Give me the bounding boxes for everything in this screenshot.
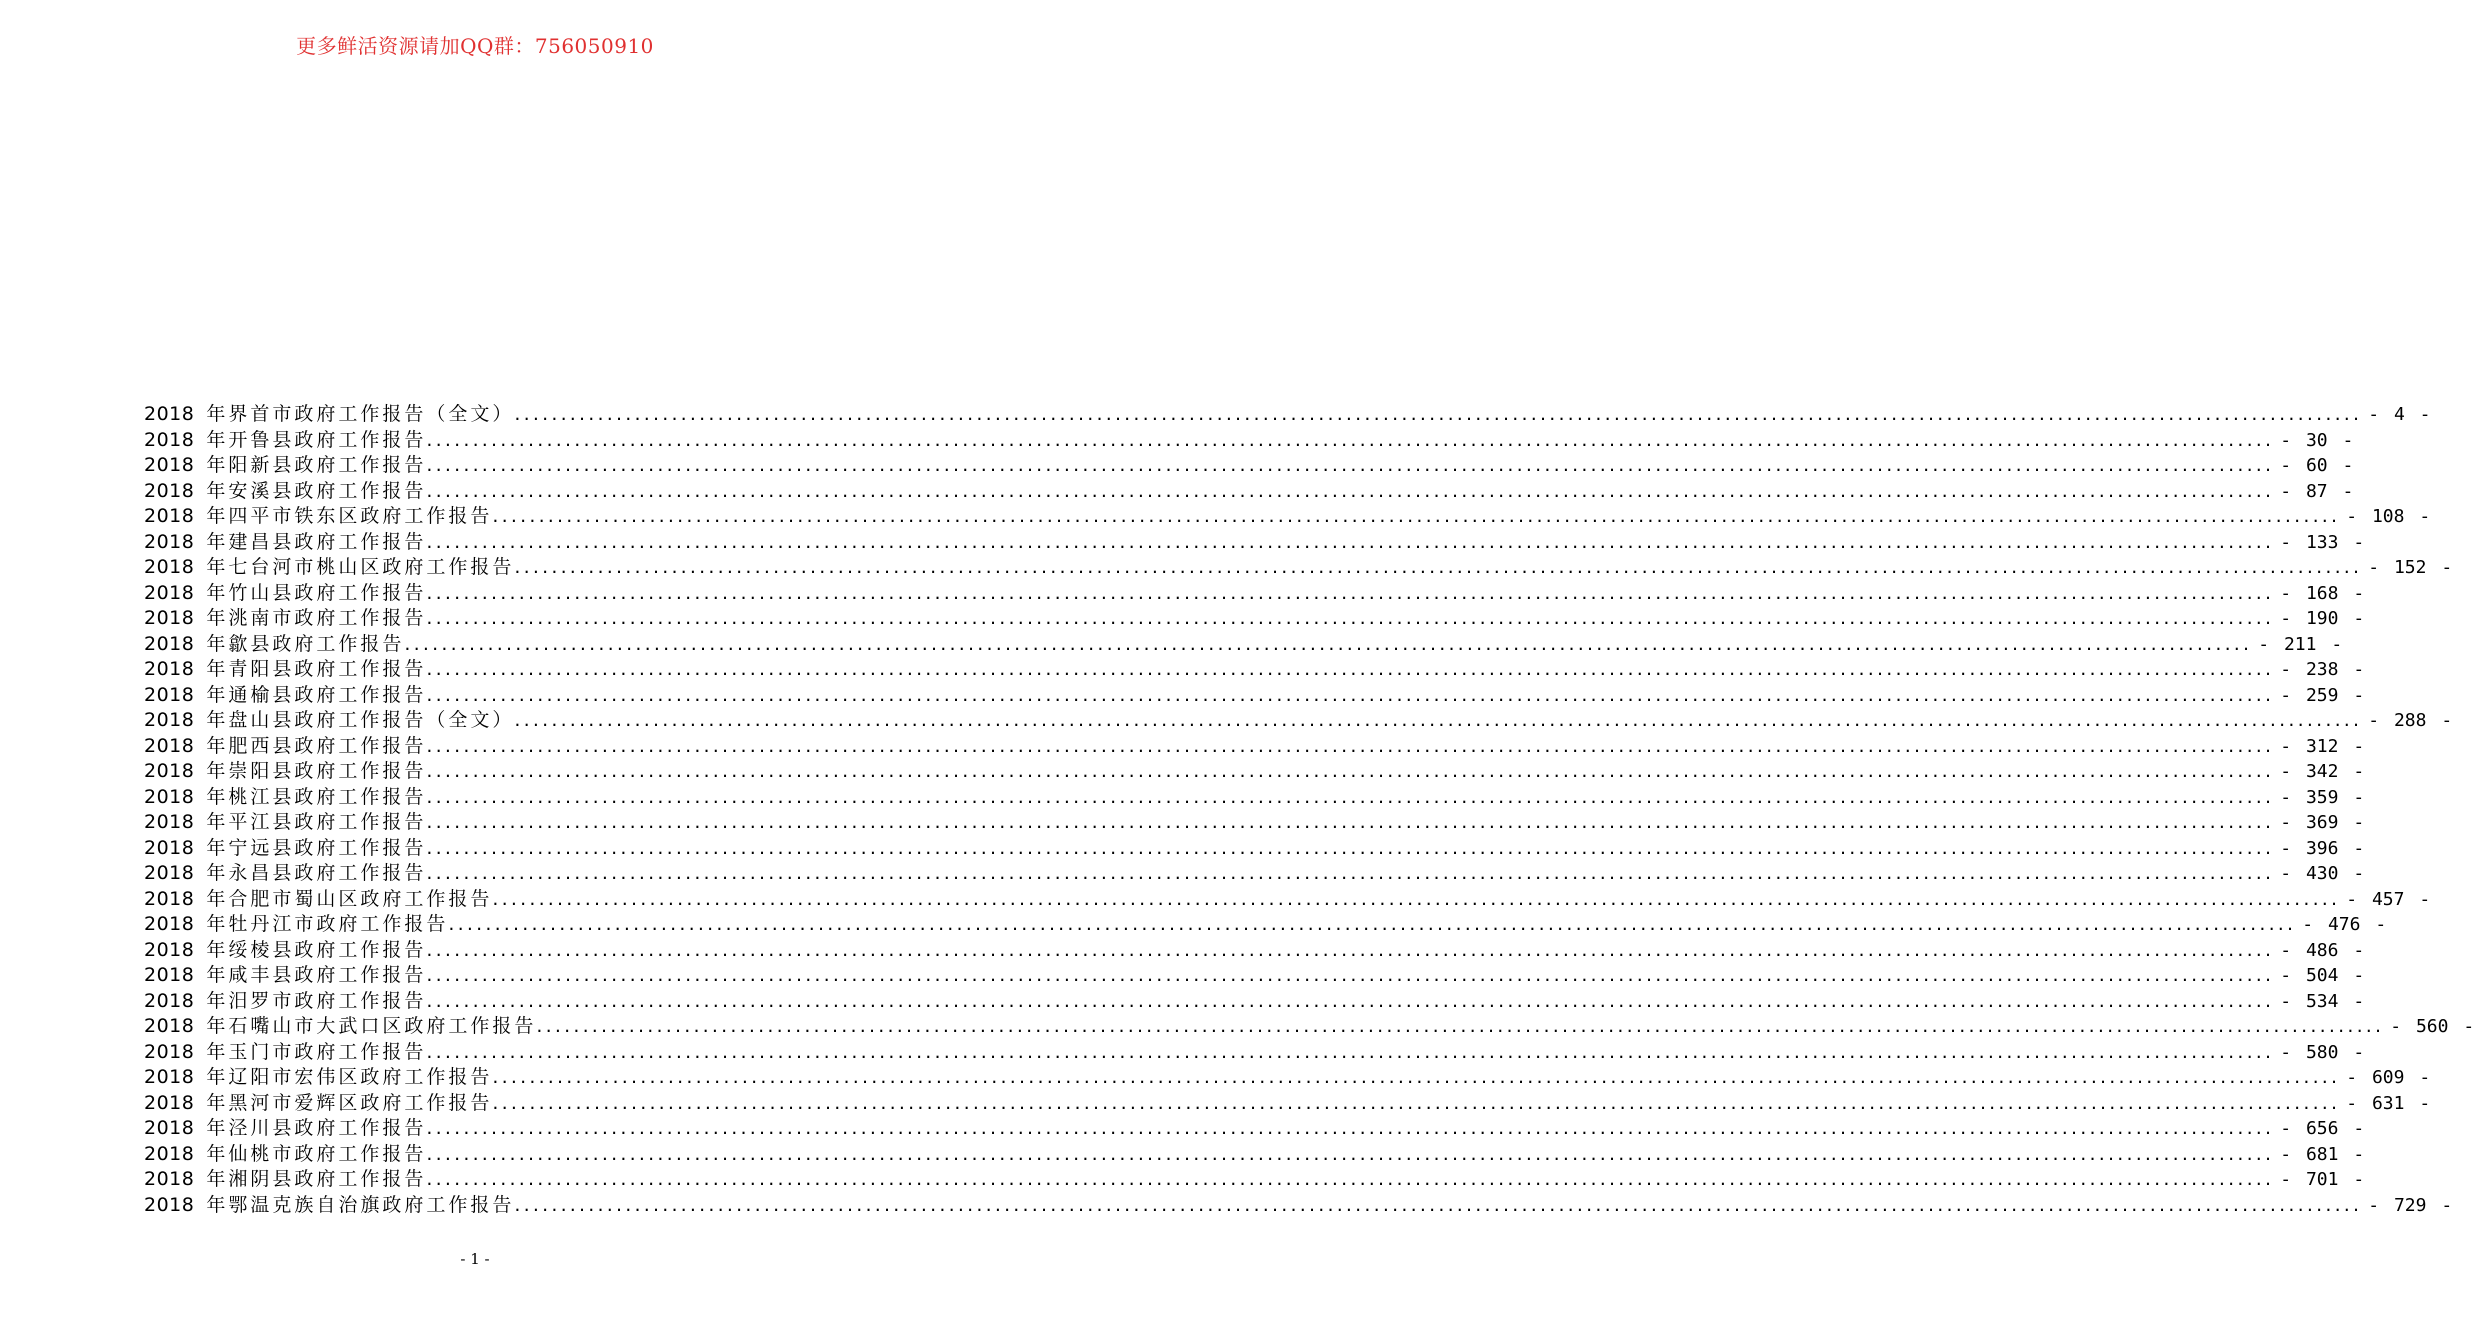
toc-entry-year: 2018 (144, 887, 195, 910)
toc-entry-year: 2018 (144, 913, 195, 935)
qq-group-banner: 更多鲜活资源请加QQ群：756050910 (296, 34, 654, 58)
toc-entry-leader-dots: ........................................................................................................................................................................................................ (426, 964, 2275, 986)
toc-entry-title: 年肥西县政府工作报告 (206, 734, 427, 757)
toc-entry-title: 年玉门市政府工作报告 (206, 1040, 427, 1063)
toc-entry-leader-dots: ........................................................................................................................................................................................................ (492, 505, 2341, 527)
toc-entry[interactable] (144, 428, 2354, 454)
toc-entry-year: 2018 (144, 1193, 195, 1216)
toc-entry-leader-dots: ........................................................................................................................................................................................................ (492, 887, 2341, 910)
toc-entry-page: - 486 - (2280, 939, 2365, 961)
toc-entry-leader-dots: ........................................................................................................................................................................................................ (426, 479, 2275, 502)
toc-entry-title: 年青阳县政府工作报告 (206, 658, 427, 680)
toc-entry-leader-dots: ........................................................................................................................................................................................................ (514, 556, 2363, 578)
toc-entry-page: - 359 - (2280, 786, 2365, 808)
toc-entry-leader-dots: ........................................................................................................................................................................................................ (514, 709, 2363, 731)
toc-entry-page: - 133 - (2280, 531, 2365, 553)
toc-entry-leader-dots: ........................................................................................................................................................................................................ (426, 428, 2275, 451)
toc-entry-title: 年合肥市蜀山区政府工作报告 (206, 887, 493, 910)
toc-entry-leader-dots: ........................................................................................................................................................................................................ (426, 1142, 2275, 1165)
toc-entry-leader-dots: ........................................................................................................................................................................................................ (426, 760, 2275, 782)
toc-entry-year: 2018 (144, 760, 195, 782)
toc-entry-page: - 656 - (2280, 1118, 2365, 1139)
toc-entry-year: 2018 (144, 632, 195, 655)
toc-entry-leader-dots: ........................................................................................................................................................................................................ (448, 913, 2297, 935)
toc-entry-title: 年黑河市爱辉区政府工作报告 (206, 1091, 493, 1114)
toc-entry[interactable] (144, 555, 2453, 581)
toc-entry-title: 年鄂温克族自治旗政府工作报告 (206, 1193, 515, 1216)
toc-entry-leader-dots: ........................................................................................................................................................................................................ (426, 607, 2275, 629)
toc-entry-year: 2018 (144, 862, 195, 884)
toc-entry[interactable] (144, 1091, 2431, 1117)
toc-entry-title: 年洮南市政府工作报告 (206, 607, 427, 629)
toc-entry[interactable] (144, 683, 2365, 709)
toc-entry[interactable] (144, 1014, 2474, 1040)
toc-entry-title: 年辽阳市宏伟区政府工作报告 (206, 1066, 493, 1088)
toc-entry-page: - 4 - (2368, 404, 2431, 425)
toc-entry-title: 年石嘴山市大武口区政府工作报告 (206, 1015, 537, 1037)
toc-entry[interactable] (144, 530, 2365, 556)
toc-entry-title: 年歙县政府工作报告 (206, 632, 405, 655)
toc-entry-leader-dots: ........................................................................................................................................................................................................ (426, 1040, 2275, 1063)
toc-entry-page: - 504 - (2280, 965, 2365, 986)
toc-entry-title: 年牡丹江市政府工作报告 (206, 913, 449, 935)
toc-entry-leader-dots: ........................................................................................................................................................................................................ (426, 683, 2275, 706)
toc-entry-leader-dots: ........................................................................................................................................................................................................ (426, 862, 2275, 884)
toc-entry-year: 2018 (144, 454, 195, 476)
toc-entry-year: 2018 (144, 581, 195, 604)
toc-entry-title: 年竹山县政府工作报告 (206, 581, 427, 604)
toc-entry-year: 2018 (144, 607, 195, 629)
toc-entry-title: 年通榆县政府工作报告 (206, 683, 427, 706)
toc-entry[interactable] (144, 785, 2365, 811)
toc-entry[interactable] (144, 734, 2365, 760)
toc-entry-title: 年宁远县政府工作报告 (206, 836, 427, 859)
toc-entry-leader-dots: ........................................................................................................................................................................................................ (536, 1015, 2385, 1037)
toc-entry-title: 年建昌县政府工作报告 (206, 530, 427, 553)
toc-entry-page: - 631 - (2346, 1092, 2431, 1114)
toc-entry-page: - 609 - (2346, 1067, 2431, 1088)
toc-entry[interactable] (144, 938, 2365, 964)
toc-entry-leader-dots: ........................................................................................................................................................................................................ (426, 530, 2275, 553)
toc-entry-page: - 396 - (2280, 837, 2365, 859)
toc-entry-leader-dots: ........................................................................................................................................................................................................ (426, 938, 2275, 961)
toc-entry-leader-dots: ........................................................................................................................................................................................................ (492, 1066, 2341, 1088)
toc-entry-title: 年安溪县政府工作报告 (206, 479, 427, 502)
toc-entry-year: 2018 (144, 479, 195, 502)
toc-entry[interactable] (144, 1065, 2431, 1091)
toc-entry[interactable] (144, 759, 2365, 785)
toc-entry-leader-dots: ........................................................................................................................................................................................................ (426, 1117, 2275, 1139)
toc-entry-title: 年七台河市桃山区政府工作报告 (206, 556, 515, 578)
toc-entry-title: 年四平市铁东区政府工作报告 (206, 505, 493, 527)
toc-entry[interactable] (144, 453, 2354, 479)
toc-entry-year: 2018 (144, 1168, 195, 1190)
toc-entry-page: - 560 - (2390, 1016, 2474, 1037)
toc-entry-title: 年汨罗市政府工作报告 (206, 989, 427, 1012)
toc-entry-year: 2018 (144, 1117, 195, 1139)
toc-entry-page: - 211 - (2258, 633, 2343, 655)
toc-entry[interactable] (144, 657, 2365, 683)
toc-entry-leader-dots: ........................................................................................................................................................................................................ (514, 403, 2363, 425)
toc-entry-page: - 190 - (2280, 608, 2365, 629)
toc-entry-title: 年泾川县政府工作报告 (206, 1117, 427, 1139)
toc-entry-title: 年盘山县政府工作报告（全文） (206, 709, 515, 731)
toc-entry[interactable] (144, 989, 2365, 1015)
toc-entry-page: - 476 - (2302, 914, 2387, 935)
toc-entry-page: - 681 - (2280, 1143, 2365, 1165)
toc-entry-year: 2018 (144, 658, 195, 680)
toc-entry-leader-dots: ........................................................................................................................................................................................................ (426, 454, 2275, 476)
toc-entry-year: 2018 (144, 938, 195, 961)
toc-entry-title: 年开鲁县政府工作报告 (206, 428, 427, 451)
toc-entry[interactable] (144, 606, 2365, 632)
toc-entry-page: - 87 - (2280, 480, 2354, 502)
toc-entry[interactable] (144, 632, 2343, 658)
toc-entry-year: 2018 (144, 836, 195, 859)
toc-entry-year: 2018 (144, 530, 195, 553)
toc-entry-year: 2018 (144, 428, 195, 451)
toc-entry-title: 年永昌县政府工作报告 (206, 862, 427, 884)
toc-entry-page: - 729 - (2368, 1194, 2453, 1216)
toc-entry-title: 年桃江县政府工作报告 (206, 785, 427, 808)
toc-entry-page: - 430 - (2280, 863, 2365, 884)
toc-entry-year: 2018 (144, 1066, 195, 1088)
toc-entry-year: 2018 (144, 1091, 195, 1114)
toc-entry-page: - 312 - (2280, 735, 2365, 757)
toc-entry-title: 年平江县政府工作报告 (206, 811, 427, 833)
toc-entry-title: 年咸丰县政府工作报告 (206, 964, 427, 986)
toc-entry-leader-dots: ........................................................................................................................................................................................................ (426, 734, 2275, 757)
toc-entry-page: - 60 - (2280, 455, 2354, 476)
toc-entry-page: - 152 - (2368, 557, 2453, 578)
toc-entry-page: - 168 - (2280, 582, 2365, 604)
toc-entry-year: 2018 (144, 556, 195, 578)
toc-entry[interactable] (144, 1116, 2365, 1142)
toc-entry[interactable] (144, 504, 2431, 530)
toc-entry-page: - 701 - (2280, 1169, 2365, 1190)
toc-entry-leader-dots: ........................................................................................................................................................................................................ (426, 811, 2275, 833)
toc-entry-year: 2018 (144, 785, 195, 808)
toc-entry-leader-dots: ........................................................................................................................................................................................................ (426, 581, 2275, 604)
toc-entry-leader-dots: ........................................................................................................................................................................................................ (404, 632, 2253, 655)
toc-entry-year: 2018 (144, 709, 195, 731)
toc-entry-page: - 580 - (2280, 1041, 2365, 1063)
toc-entry[interactable] (144, 708, 2453, 734)
toc-entry-year: 2018 (144, 1142, 195, 1165)
toc-entry-page: - 369 - (2280, 812, 2365, 833)
toc-entry-page: - 288 - (2368, 710, 2453, 731)
toc-entry-title: 年阳新县政府工作报告 (206, 454, 427, 476)
toc-entry-page: - 342 - (2280, 761, 2365, 782)
toc-entry-leader-dots: ........................................................................................................................................................................................................ (426, 658, 2275, 680)
toc-entry[interactable] (144, 887, 2431, 913)
toc-entry-leader-dots: ........................................................................................................................................................................................................ (426, 785, 2275, 808)
toc-entry[interactable] (144, 810, 2365, 836)
toc-entry-year: 2018 (144, 989, 195, 1012)
toc-entry[interactable] (144, 1040, 2365, 1066)
toc-entry[interactable] (144, 479, 2354, 505)
toc-entry[interactable] (144, 1193, 2453, 1219)
toc-entry-page: - 238 - (2280, 659, 2365, 680)
toc-entry[interactable] (144, 402, 2431, 428)
toc-entry[interactable] (144, 1167, 2365, 1193)
toc-entry-title: 年崇阳县政府工作报告 (206, 760, 427, 782)
toc-entry[interactable] (144, 912, 2387, 938)
toc-entry-year: 2018 (144, 1015, 195, 1037)
table-of-contents (144, 402, 2474, 1218)
toc-entry-year: 2018 (144, 403, 195, 425)
toc-entry[interactable] (144, 1142, 2365, 1168)
toc-entry-year: 2018 (144, 964, 195, 986)
toc-entry[interactable] (144, 963, 2365, 989)
toc-entry-year: 2018 (144, 1040, 195, 1063)
toc-entry-title: 年界首市政府工作报告（全文） (206, 403, 515, 425)
toc-entry-year: 2018 (144, 811, 195, 833)
toc-entry[interactable] (144, 581, 2365, 607)
toc-entry-leader-dots: ........................................................................................................................................................................................................ (426, 989, 2275, 1012)
toc-entry[interactable] (144, 861, 2365, 887)
toc-entry-page: - 108 - (2346, 506, 2431, 527)
toc-entry-page: - 30 - (2280, 429, 2354, 451)
toc-entry-leader-dots: ........................................................................................................................................................................................................ (514, 1193, 2363, 1216)
toc-entry-page: - 534 - (2280, 990, 2365, 1012)
toc-entry-leader-dots: ........................................................................................................................................................................................................ (426, 1168, 2275, 1190)
toc-entry-leader-dots: ........................................................................................................................................................................................................ (492, 1091, 2341, 1114)
toc-entry-leader-dots: ........................................................................................................................................................................................................ (426, 836, 2275, 859)
toc-entry-title: 年绥棱县政府工作报告 (206, 938, 427, 961)
toc-entry-title: 年湘阴县政府工作报告 (206, 1168, 427, 1190)
toc-entry-title: 年仙桃市政府工作报告 (206, 1142, 427, 1165)
toc-entry-year: 2018 (144, 734, 195, 757)
toc-entry-year: 2018 (144, 505, 195, 527)
page-number: - 1 - (460, 1250, 490, 1268)
toc-entry-page: - 259 - (2280, 684, 2365, 706)
toc-entry[interactable] (144, 836, 2365, 862)
toc-entry-page: - 457 - (2346, 888, 2431, 910)
toc-entry-year: 2018 (144, 683, 195, 706)
